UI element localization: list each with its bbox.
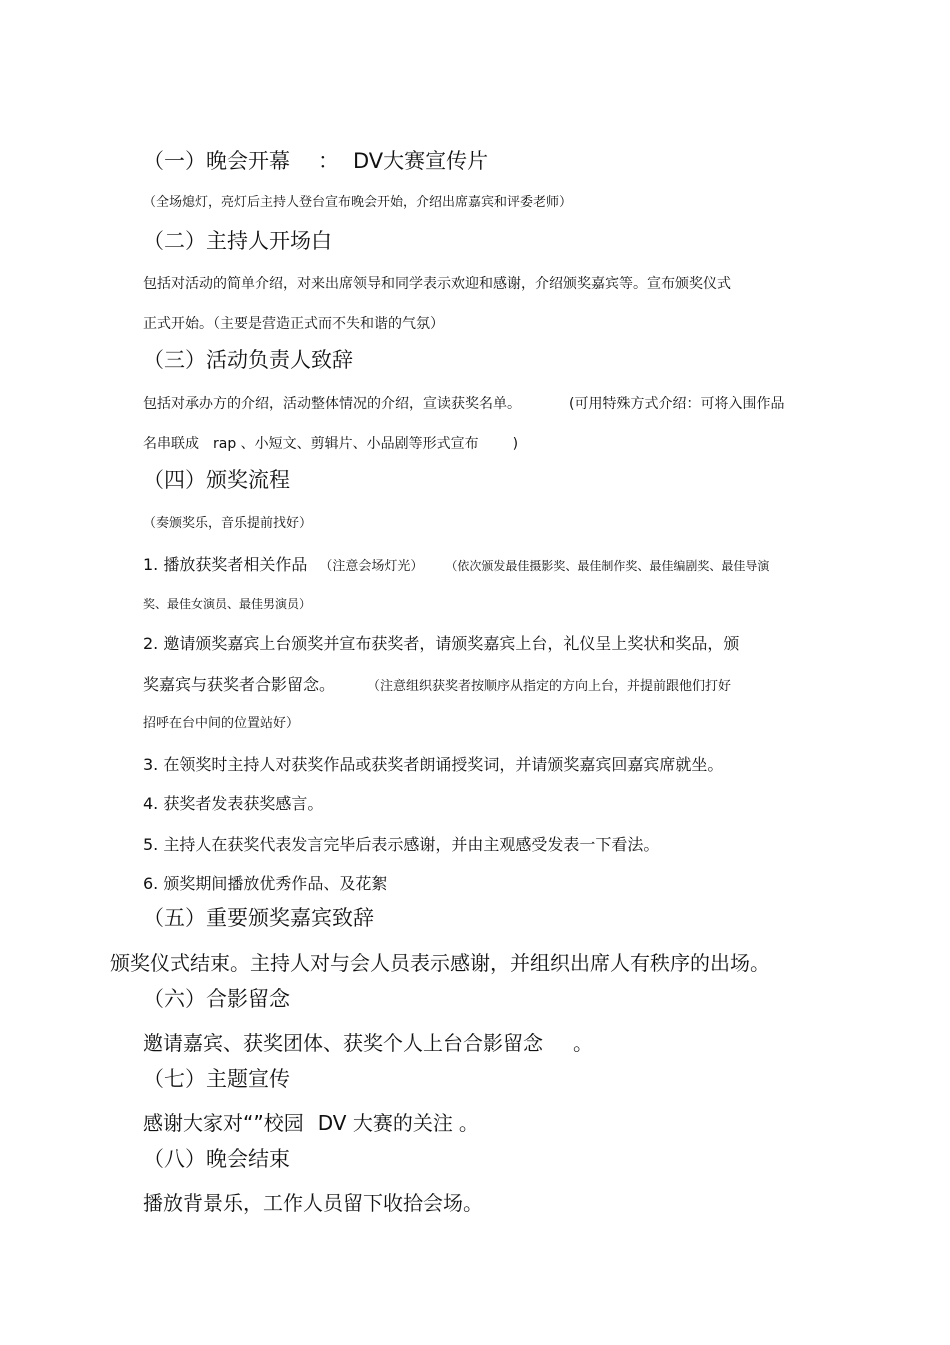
section-4-item-1-cont: 奖、最佳女演员、最佳男演员） xyxy=(143,597,312,611)
section-1-note: （全场熄灯，亮灯后主持人登台宣布晚会开始，介绍出席嘉宾和评委老师） xyxy=(143,195,573,210)
section-6-text-main: 邀请嘉宾、获奖团体、获奖个人上台合影留念 xyxy=(143,1031,543,1055)
section-4-item-3: 3. 在领奖时主持人对获奖作品或获奖者朗诵授奖词，并请颁奖嘉宾回嘉宾席就坐。 xyxy=(143,755,724,774)
section-7-heading: （七）主题宣传 xyxy=(143,1067,290,1091)
section-2-line-2: 正式开始。（主要是营造正式而不失和谐的气氛） xyxy=(143,316,444,332)
item-2-text: 奖嘉宾与获奖者合影留念。 xyxy=(143,675,336,694)
section-3-line-2-b: rap 、小短文、剪辑片、小品剧等形式宣布 xyxy=(213,436,479,452)
section-1-subtitle: DV大赛宣传片 xyxy=(353,149,489,173)
section-8-heading: （八）晚会结束 xyxy=(143,1147,290,1171)
section-3-line-2-c: ) xyxy=(512,436,519,452)
item-1-detail: （依次颁发最佳摄影奖、最佳制作奖、最佳编剧奖、最佳导演 xyxy=(445,559,770,573)
section-2-line-1: 包括对活动的简单介绍，对来出席领导和同学表示欢迎和感谢，介绍颁奖嘉宾等。宣布颁奖仪式 xyxy=(143,276,731,292)
item-2-note: （注意组织获奖者按顺序从指定的方向上台，并提前跟他们打好 xyxy=(367,679,732,694)
section-4-item-5: 5. 主持人在获奖代表发言完毕后表示感谢，并由主观感受发表一下看法。 xyxy=(143,835,660,854)
section-3-heading: （三）活动负责人致辞 xyxy=(143,348,353,372)
section-7-text-a: 感谢大家对“”校园 xyxy=(143,1111,304,1135)
section-4-heading: （四）颁奖流程 xyxy=(143,468,290,492)
section-4-note: （奏颁奖乐，音乐提前找好） xyxy=(143,516,313,531)
section-7-text xyxy=(143,1111,479,1135)
section-6-heading: （六）合影留念 xyxy=(143,987,290,1011)
item-1-text: 1. 播放获奖者相关作品 xyxy=(143,555,308,574)
section-4-item-2-note-cont: 招呼在台中间的位置站好） xyxy=(143,716,300,731)
section-6-text-end: 。 xyxy=(573,1031,593,1055)
section-3-line-2-a: 名串联成 xyxy=(143,436,199,452)
section-4-item-2-cont xyxy=(143,675,731,695)
section-7-text-b: DV 大赛的关注 xyxy=(317,1111,453,1135)
section-1-colon: ： xyxy=(318,149,339,173)
section-3-line-1-note: (可用特殊方式介绍：可将入围作品 xyxy=(569,396,785,412)
section-3-line-1 xyxy=(143,396,784,413)
section-3-line-2 xyxy=(143,436,518,453)
section-4-item-6: 6. 颁奖期间播放优秀作品、及花絮 xyxy=(143,874,388,893)
section-1-title: （一）晚会开幕 xyxy=(143,149,290,173)
section-5-text: 颁奖仪式结束。主持人对与会人员表示感谢，并组织出席人有秩序的出场。 xyxy=(110,951,770,975)
section-7-text-c: 。 xyxy=(458,1111,479,1135)
section-3-line-1-main: 包括对承办方的介绍，活动整体情况的介绍，宣读获奖名单。 xyxy=(143,396,521,412)
section-2-heading: （二）主持人开场白 xyxy=(143,229,332,253)
section-5-heading: （五）重要颁奖嘉宾致辞 xyxy=(143,906,374,930)
section-8-text: 播放背景乐，工作人员留下收拾会场。 xyxy=(143,1191,483,1215)
section-4-item-2: 2. 邀请颁奖嘉宾上台颁奖并宣布获奖者，请颁奖嘉宾上台，礼仪呈上奖状和奖品，颁 xyxy=(143,634,740,653)
section-4-item-1 xyxy=(143,555,769,575)
section-1-heading xyxy=(143,149,488,174)
section-6-text xyxy=(143,1031,593,1055)
section-4-item-4: 4. 获奖者发表获奖感言。 xyxy=(143,794,324,813)
item-1-note: （注意会场灯光） xyxy=(319,559,424,574)
